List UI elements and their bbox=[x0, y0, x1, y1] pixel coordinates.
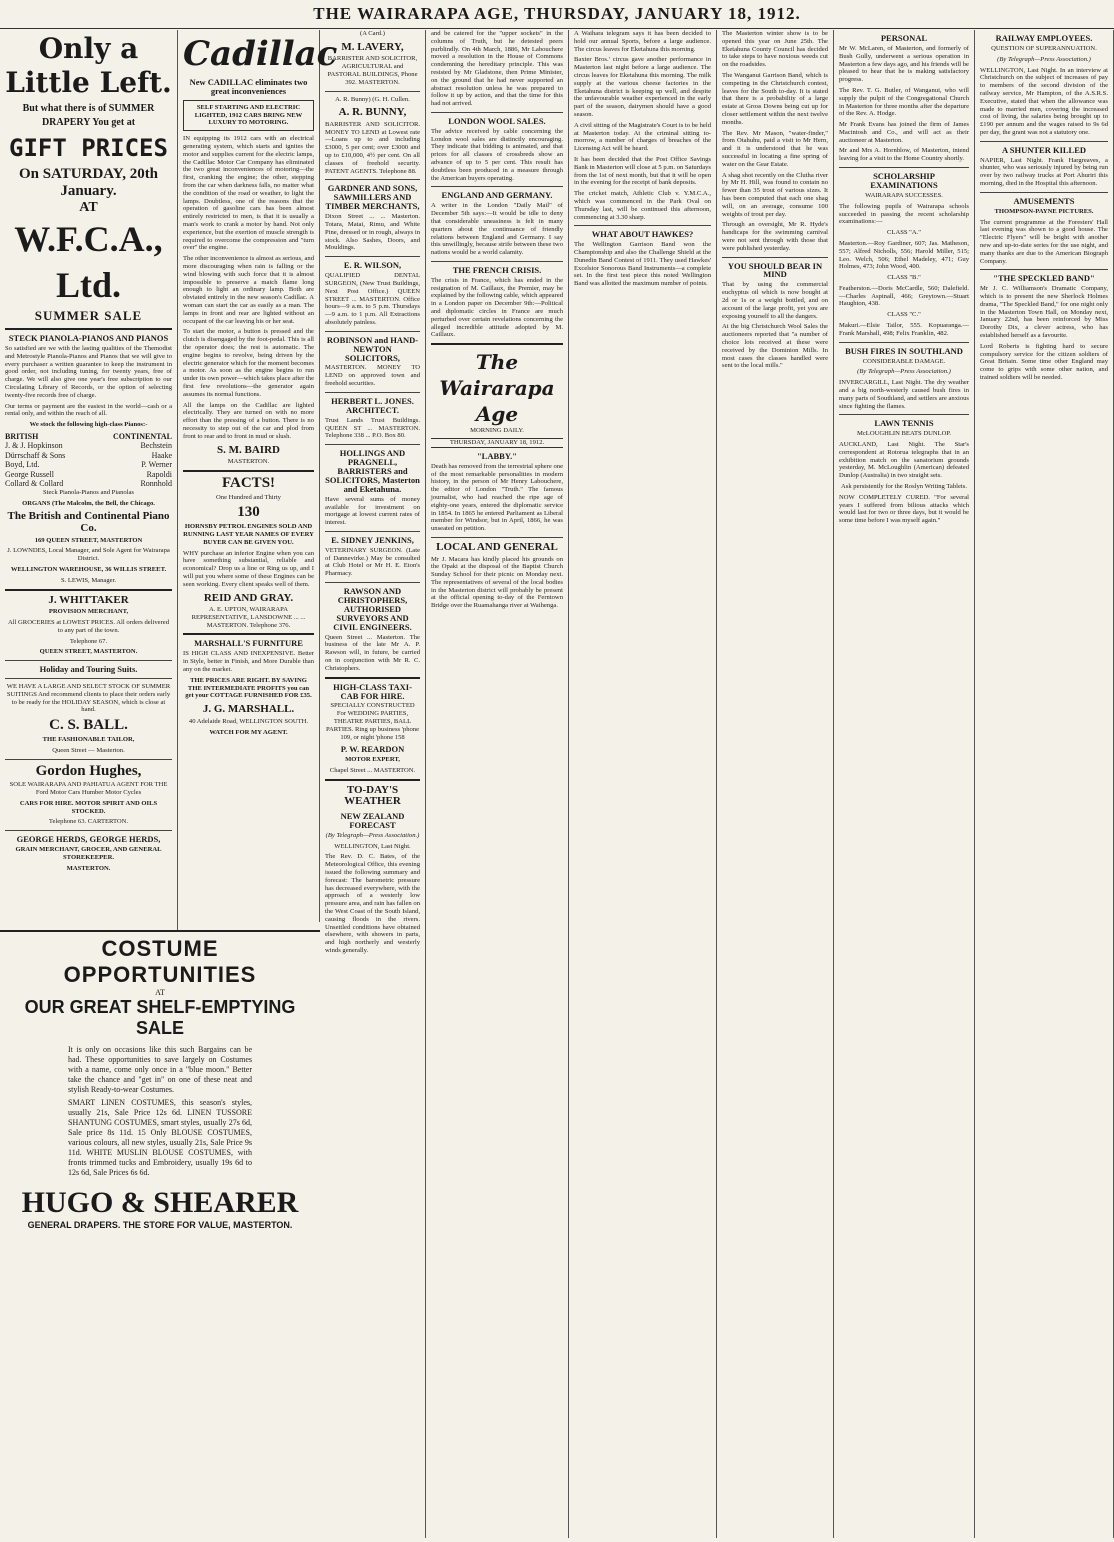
ad-name: J. G. MARSHALL. bbox=[202, 703, 295, 716]
article-headline: "LABBY." bbox=[476, 450, 518, 461]
ad-body: The other inconvenience is almost as serious, and more discouraging when rain is falling or the wind blowing with such force that it is almost impossible to preserve a match flame long enough to light an ordinary lamp. Both are obviated entirely in the new season's Cadillac. A woman can start the car as easily as a man. The lamps in front and rear are lighted without an occupant of the car leaving his or her seat. bbox=[183, 255, 314, 325]
wfca-ad bbox=[5, 32, 172, 324]
ad-name: ROBINSON and HAND-NEWTON SOLICITORS, bbox=[326, 334, 419, 363]
ad-telephone: Telephone 63. CARTERTON. bbox=[48, 818, 129, 826]
article-text: Mr Frank Evans has joined the firm of James Macintosh and Co., and will act as their auctioneer at Masterton. bbox=[839, 121, 969, 144]
ad-cars: CARS FOR HIRE. MOTOR SPIRIT AND OILS STOCKED. bbox=[19, 799, 158, 815]
weather-subheadline: NEW ZEALAND FORECAST bbox=[340, 811, 405, 830]
ad-name: P. W. REARDON bbox=[340, 744, 405, 755]
divider bbox=[431, 343, 563, 345]
article-text: The cricket match, Athletic Club v. Y.M.C.A., which was commenced in the Park Oval on Thursday last, will be continued this afternoon, commencing at 3.30 sharp. bbox=[574, 190, 711, 221]
article-text: NAPIER, Last Night. Frank Hargreaves, a shunter, who was seriously injured by being run over by two railway trucks at Port Ahuriri this morning, died in the Hospital this afternoon. bbox=[980, 156, 1108, 187]
weather-byline: (By Telegraph—Press Association.) bbox=[325, 831, 420, 839]
article-subheadline: McLOUGHLIN BEATS DUNLOP. bbox=[857, 430, 951, 438]
ad-body: Have several sums of money available for investment on mortgage at lowest current rates of interest. bbox=[325, 495, 420, 527]
article-text: Masterton.—Roy Gardiner, 607; Jas. Matheson, 557; Alfred Nicholls, 556; Harold Miller, 515; Leo. Welch, 506; Ethel Madeley, 471; Guy Holmes, 473; John Wood, 400. bbox=[839, 239, 969, 271]
article-headline: "THE SPECKLED BAND" bbox=[993, 273, 1095, 284]
facts-headline: FACTS! bbox=[221, 474, 276, 491]
facts-sub: One Hundred and Thirty bbox=[216, 493, 281, 501]
article-text: A writer in the London "Daily Mail" of December 5th says:—It would be idle to deny that considerable uneasiness is felt in many quarters about the continuance of friendly relations between England and Germany. I say this unwillingly, because strife between these two nations would be a world calamity. bbox=[431, 202, 563, 257]
divider bbox=[980, 269, 1108, 270]
facts-number: 130 bbox=[237, 504, 260, 521]
article-headline: ENGLAND AND GERMANY. bbox=[441, 190, 553, 201]
article-headline: BUSH FIRES IN SOUTHLAND bbox=[845, 345, 963, 356]
cadillac-logo: Cadillac bbox=[183, 34, 338, 74]
facts-body: HORNSBY PETROL ENGINES SOLD AND RUNNING LAST YEAR NAMES OF EVERY BUYER CAN BE GIVEN YOU. bbox=[183, 523, 314, 546]
article-text: The Rev. T. G. Butler, of Wanganui, who will supply the pulpit of the Congregational Church in Masterton for three months after the departure of the Rev. A. Hodge. bbox=[839, 86, 969, 118]
article-text: The current programme at the Foresters' Hall last evening was shown to a good house. The "Electric Flyers" will be bright with another new and up-to-date series for the use night, and many thanks are due to the American Biograph Company. bbox=[980, 218, 1108, 265]
ad-gift-prices: GIFT PRICES bbox=[9, 134, 168, 162]
ad-top: A. R. Bunny) (G. H. Cullen. bbox=[335, 95, 410, 103]
divider bbox=[5, 759, 172, 760]
article-text: Mr J. C. Williamson's Dramatic Company, which is to present the new Sherlock Holmes drama, "The Speckled Band," for one night only in the Masterton Town Hall, on Monday next, January 22nd, has been reinforced by Miss Dorothy Dix, a clever actress, who has established herself as a favourite. bbox=[980, 285, 1108, 339]
article-byline: (By Telegraph—Press Association.) bbox=[997, 55, 1091, 63]
article-headline: LAWN TENNIS bbox=[874, 418, 934, 429]
article-text: Mr and Mrs A. Hornblow, of Masterton, intend leaving for a visit to the Home Country shortly. bbox=[839, 147, 969, 163]
ad-name: REID AND GRAY. bbox=[203, 591, 294, 604]
article-text: The advice received by cable concerning the London wool sales are distinctly encouraging. They indicate that bidding is animated, and that prices for all classes of crossbreds show an advance of up to 5 per cent. This result has doubtless been produced in a measure through the American buyers operating. bbox=[431, 127, 563, 182]
ad-body: Queen Street ... Masterton. The business of the late Mr A. P. Rawson will, in future, be carried on in conjunction with Mr R. C. Christophers. bbox=[325, 633, 420, 672]
divider bbox=[431, 186, 563, 187]
ad-headline: Only a Little Left. bbox=[5, 32, 172, 99]
ad-name: S. M. BAIRD bbox=[217, 443, 280, 456]
article-subheadline: CONSIDERABLE DAMAGE. bbox=[862, 357, 946, 365]
ad-address: 40 Adelaide Road, WELLINGTON SOUTH. bbox=[188, 717, 309, 725]
list-item: Boyd, Ltd. P. Werner bbox=[5, 460, 172, 470]
ad-body: Dixon Street ... ... Masterton. Totara, Matai, Rimu, and White Pine, dressed or in rough, always in stock. Also Sashes, Doors, and Mouldings. bbox=[325, 213, 420, 252]
ad-name: GEORGE HERDS, GEORGE HERDS, bbox=[16, 834, 161, 845]
article-text: Mr J. Macara has kindly placed his grounds on the Opaki at the disposal of the Baptist Church Sunday School for their picnic on Monday next. The representatives of several of the local bodies in the Masterton district will probably be present at the official opening to-day of the Ferntown Bridge over the Ruamahanga river at Waihenga. bbox=[431, 555, 563, 610]
ad-name: A. R. BUNNY, bbox=[338, 106, 407, 119]
article-subheadline: QUESTION OF SUPERANNUATION. bbox=[991, 44, 1097, 52]
article-text: and be catered for the "upper sockets" in the columns of Truth, but he detested peers purblindly. On 4th March, 1886, Mr Labouchere moved a resolution in the House of Commons condemning the hereditary principle. This was resisted by Mr Gladstone, then Prime Minister, on the ground that he had never supported an abstract resolution unless he was prepared to follow it up by action, and that the time for this had not arrived. bbox=[431, 30, 563, 108]
ad-sale-label: SUMMER SALE bbox=[34, 308, 143, 323]
article-headline: YOU SHOULD BEAR IN MIND bbox=[727, 260, 823, 280]
ad-at: AT bbox=[79, 200, 98, 215]
divider bbox=[574, 225, 711, 226]
article-text: Lord Roberts is fighting hard to secure compulsory service for the citizen soldiers of Great Britain. Some time other England may come to grips with some other nation, and trained soldiers will be needed. bbox=[980, 342, 1108, 381]
article-text: The Wellington Garrison Band won the Championship and also the Challenge Shield at the Dunedin Band Contest of 1911. They used Hawkes' Excelsior Sonorous Band Instruments—a complete set. In the first test piece this noted Wellington Band was allotted the maximum number of points. bbox=[574, 241, 711, 288]
article-text: WELLINGTON, Last Night. In an interview at Christchurch on the subject of increases of pay to members of the second division of the railway service, Mr Hampton, of the A.S.R.S. Executive, stated that when the allowance was made to married men, covering the increased cost of living, the salaries being brought up to £190 per annum and the wages raised to 9s 6d per day, the grant was not a statutory one. bbox=[980, 66, 1108, 136]
paper-date: THURSDAY, JANUARY 18, 1912. bbox=[431, 438, 563, 448]
ad-address: Queen Street — Masterton. bbox=[52, 746, 125, 754]
column-3 bbox=[320, 30, 426, 1538]
ad-address: MASTERTON. bbox=[227, 458, 270, 466]
ad-body: SOLE WAIRARAPA AND PAHIATUA AGENT FOR THE Ford Motor Cars Humber Motor Cycles bbox=[9, 781, 168, 797]
list-item: George Russell Rapoldi bbox=[5, 469, 172, 479]
ad-address: 169 QUEEN STREET, MASTERTON bbox=[34, 536, 143, 544]
article-headline: SCHOLARSHIP EXAMINATIONS bbox=[870, 171, 938, 190]
ad-headline: New CADILLAC eliminates two great inconveniences bbox=[189, 77, 308, 96]
column-5 bbox=[569, 30, 717, 1538]
divider bbox=[325, 677, 420, 679]
paper-sub: MORNING DAILY. bbox=[470, 427, 524, 435]
divider bbox=[325, 91, 420, 92]
ad-body: All the lamps on the Cadillac are lighted electrically. They are turned on with no more effort than the pressing of a button. There is no necessity to step out of the car and plod from front to rear and to front in mud or slush. bbox=[183, 401, 314, 440]
ad-organs: ORGANS (The Malcolm, the Bell, the Chicago. bbox=[22, 499, 155, 507]
ad-body: All GROCERIES at LOWEST PRICES. All orders delivered to any part of the town. bbox=[7, 618, 170, 634]
divider bbox=[5, 328, 172, 330]
section-headline: RAILWAY EMPLOYEES. bbox=[995, 33, 1093, 43]
article-headline: LOCAL AND GENERAL bbox=[436, 540, 558, 553]
ad-title: THE FASHIONABLE TAILOR, bbox=[42, 735, 135, 743]
whittaker-ad bbox=[5, 595, 172, 657]
article-headline: THE FRENCH CRISIS. bbox=[452, 264, 542, 275]
ad-body: IS HIGH CLASS AND INEXPENSIVE. Better in Style, better in Finish, and More Durable than any on the market. bbox=[183, 650, 314, 673]
list-item: BRITISH CONTINENTAL bbox=[5, 431, 172, 441]
ad-stock-label: We stock the following high-class Pianos:- bbox=[29, 421, 148, 429]
list-item: Dürrschaff & Sons Haake bbox=[5, 450, 172, 460]
article-subheadline: THOMPSON-PAYNE PICTURES. bbox=[994, 207, 1094, 215]
divider bbox=[431, 261, 563, 262]
article-headline: LONDON WOOL SALES. bbox=[448, 115, 546, 126]
ad-name: C. S. BALL. bbox=[49, 717, 128, 734]
piano-ad bbox=[5, 334, 172, 585]
divider bbox=[183, 633, 314, 635]
ad-address: Chapel Street ... MASTERTON. bbox=[329, 767, 416, 775]
ad-firm: HUGO & SHEARER bbox=[21, 1186, 299, 1219]
column-6 bbox=[717, 30, 834, 1538]
costume-ad bbox=[0, 930, 320, 1538]
divider bbox=[5, 830, 172, 831]
ad-subheadline: OUR GREAT SHELF-EMPTYING SALE bbox=[24, 997, 296, 1038]
ad-steck: Steck Pianola-Pianos and Pianolas bbox=[42, 488, 135, 496]
list-item: J. & J. Hopkinson Bechstein bbox=[5, 441, 172, 451]
hughes-ad bbox=[5, 764, 172, 827]
article-headline: AMUSEMENTS bbox=[1013, 195, 1075, 206]
divider bbox=[183, 470, 314, 472]
ad-sub: MOTOR EXPERT, bbox=[345, 756, 400, 764]
divider bbox=[325, 331, 420, 332]
ad-name: Gordon Hughes, bbox=[35, 762, 142, 779]
ad-subtext: But what there is of SUMMER DRAPERY You get at bbox=[22, 103, 155, 128]
ad-title: GRAIN MERCHANT, GROCER, AND GENERAL STOREKEEPER. bbox=[15, 846, 162, 861]
ad-warehouse: WELLINGTON WAREHOUSE, 36 WILLIS STREET. bbox=[10, 565, 167, 573]
article-text: The Masterton winter show is to be opened this year on June 25th. The Eketahuna County Council has decided to take steps to have noxious weeds cut on the roadsides. bbox=[722, 30, 828, 69]
weather-body: The Rev. D. C. Bates, of the Meteorological Office, this evening issued the following summary and forecast: The barometric pressure has decreased everywhere, with the approach of a westerly low pressure area, and rain has fallen on the West Coast of the South Island, causing floods in the rivers. Unsettled conditions have obtained elsewhere, with showers in parts, and high northerly and westerly winds generally. bbox=[325, 853, 420, 955]
ad-name: HERBERT L. JONES. ARCHITECT. bbox=[331, 395, 414, 415]
divider bbox=[980, 141, 1108, 142]
ad-body: So satisfied are we with the lasting qualities of the Themodist and Metrostyle Pianola-Pianos and Pianos that we will give to every purchaser a written guarantee to keep the instrument in good order, not including tuning, for twenty years, free of charge. We will also give one year's free subscription to our Circulating Library of Records, or the option of selecting twenty-five records free of charge. bbox=[5, 344, 172, 399]
holiday-suits-ad: Holiday and Touring Suits. bbox=[39, 664, 138, 675]
ad-name: HIGH-CLASS TAXI-CAB FOR HIRE. bbox=[333, 681, 412, 701]
ad-body: Trust Lands Trust Buildings. QUEEN ST ... MASTERTON. Telephone 338 ... P.O. Box 80. bbox=[325, 416, 420, 440]
herds-ad bbox=[5, 835, 172, 872]
article-headline: A SHUNTER KILLED bbox=[1001, 144, 1087, 155]
divider bbox=[325, 779, 420, 781]
ad-body: WE HAVE A LARGE AND SELECT STOCK OF SUMMER SUITINGS And recommend clients to place their orders early to be ready for the HOLIDAY SEASON, which is close at hand. bbox=[6, 683, 171, 714]
divider bbox=[839, 342, 969, 343]
ad-name: HOLLINGS AND PRAGNELL, BARRISTERS and SOLICITORS, Masterton and Eketahuna. bbox=[325, 448, 420, 494]
column-2 bbox=[178, 30, 338, 922]
ad-firm-name: W.F.C.A., Ltd. bbox=[14, 219, 163, 305]
ad-agent: WATCH FOR MY AGENT. bbox=[209, 728, 288, 736]
ad-name: GARDNER AND SONS, SAWMILLERS AND TIMBER MERCHANTS, bbox=[325, 183, 420, 212]
article-text: Death has removed from the terrestrial sphere one of the most remarkable personalities in modern history, in the person of Mr Henry Labouchere, the editor of London "Truth." The famous journalist, who had reached the ripe age of eighty-one years, entered the diplomatic service in 1854. In 1865 he entered Parliament as Liberal member for Windsor, but in April, 1866, he was unseated on petition. bbox=[431, 462, 564, 533]
section-headline: PERSONAL bbox=[880, 33, 928, 43]
article-text: Ask persistently for the Roslyn Writing Tablets. bbox=[841, 483, 967, 491]
ad-address: MASTERTON. bbox=[66, 864, 111, 872]
ad-body: BARRISTER AND SOLICITOR. MONEY TO LEND at Lowest rate—Loans up to and including £3000, 5 per cent; over £3000 and up to £10,000, 4½ per cent. On all classes of freehold security. PATENT AGENTS. Telephone 88. bbox=[325, 120, 420, 175]
divider bbox=[325, 582, 420, 583]
divider bbox=[5, 678, 172, 679]
ad-address: QUEEN STREET, MASTERTON. bbox=[39, 648, 138, 656]
ad-name: E. R. WILSON, bbox=[343, 260, 402, 271]
ad-telephone: Telephone 67. bbox=[69, 637, 108, 645]
ad-firm-sub: GENERAL DRAPERS. THE STORE FOR VALUE, MASTERTON. bbox=[27, 1220, 293, 1230]
ad-body: Our terms or payment are the easiest in the world—cash or a rental only, and within the reach of all. bbox=[5, 402, 172, 418]
ad-body: QUALIFIED DENTAL SURGEON, (New Trust Buildings, Next Post Office.) QUEEN STREET ... MASTERTON. Office hours—9 a.m. to 5 p.m. Thursdays—9 a.m. to 1 p.m. All Extractions absolutely painless. bbox=[325, 272, 420, 326]
ad-body: To start the motor, a button is pressed and the clutch is disengaged by the foot-pedal. This is all the operator does; the rest is automatic. The engine begins to revolve, being driven by the electric generator which for the moment becomes a motor. As soon as the engine begins to run under its own power—which takes place after the first few revolutions—the generator again assumes its normal functions. bbox=[183, 328, 314, 398]
ad-title: PROVISION MERCHANT, bbox=[48, 608, 129, 616]
divider bbox=[722, 257, 828, 258]
article-text: Through an oversight, Mr R. Hyde's handicaps for the swimming carnival were not sent through with those that were published yesterday. bbox=[722, 221, 828, 252]
piano-list bbox=[5, 432, 172, 489]
article-text: The following pupils of Wairarapa schools succeeded in passing the recent scholarship examinations:— bbox=[839, 202, 969, 226]
ad-manager: S. LEWIS, Manager. bbox=[60, 576, 117, 584]
article-headline: WHAT ABOUT HAWKES? bbox=[591, 229, 694, 240]
divider bbox=[325, 392, 420, 393]
divider bbox=[5, 589, 172, 591]
article-text: Baxter Bros.' circus gave another performance in Masterton last night before a large audience. The circus leaves for Eketahuna this morning. The milk supply at the various cheese factories in the Eketahuna district is keeping up well, and despite the unfavourable weather experienced in the early part of the season, dairymen should have a good season. bbox=[574, 56, 711, 118]
ball-tailor-ad bbox=[5, 683, 172, 755]
class-label: CLASS "C." bbox=[887, 311, 921, 319]
ad-headline: STECK PIANOLA-PIANOS AND PIANOS bbox=[8, 333, 169, 343]
ad-body: SPECIALLY CONSTRUCTED For WEDDING PARTIES, THEATRE PARTIES, BALL PARTIES. Ring up business 'phone 109, or night 'phone 158 bbox=[325, 702, 420, 741]
article-text: A shag shot recently on the Clutha river by Mr H. Hill, was found to contain no fewer than 35 trout of various sizes. It has been computed that each one shag will, on an average, consume 100 weights of trout per day. bbox=[722, 171, 828, 218]
ad-at: AT bbox=[155, 988, 165, 997]
article-text: The Rev. Mr Mason, "water-finder," from Otahuhu, paid a visit to Mr Hern, and it is understood that he was successful in locating a fine spring of water on the Gear Estate. bbox=[722, 129, 828, 168]
divider bbox=[839, 414, 969, 415]
class-label: CLASS "A." bbox=[887, 229, 921, 237]
column-8 bbox=[975, 30, 1114, 1538]
divider bbox=[325, 256, 420, 257]
article-text: A Waihara telegram says it has been decided to hold our annual Sports, before a large audience. The circus leaves for Eketahuna this morning. bbox=[574, 30, 711, 53]
divider bbox=[5, 660, 172, 661]
ad-body: It is only on occasions like this such Bargains can be had. These opportunities to save largely on Costumes with a name, come only once in a "blue moon." Better take the chance and "get in" on one of these neat and stylish Ready-to-wear Costumes. bbox=[68, 1045, 252, 1094]
divider bbox=[431, 112, 563, 113]
column-7 bbox=[834, 30, 975, 1538]
ad-body: MASTERTON. MONEY TO LEND on approved town and freehold securities. bbox=[325, 364, 420, 388]
ad-body: BARRISTER AND SOLICITOR, AGRICULTURAL and PASTORAL BUILDINGS, Phone 392. MASTERTON. bbox=[327, 55, 418, 86]
ad-headline: COSTUME OPPORTUNITIES bbox=[63, 936, 257, 987]
article-byline: (By Telegraph—Press Association.) bbox=[857, 368, 951, 376]
article-subheadline: WAIRARAPA SUCCESSES. bbox=[865, 191, 943, 199]
article-text: INVERCARGILL, Last Night. The dry weather and a big north-westerly caused bush fires in many parts of Southland, and settlers are anxious since fighting the flames. bbox=[839, 379, 969, 410]
weather-headline: TO-DAY'S WEATHER bbox=[344, 783, 401, 808]
divider bbox=[431, 537, 563, 538]
newspaper-masthead: THE WAIRARAPA AGE, THURSDAY, JANUARY 18, 1912. bbox=[0, 0, 1114, 29]
article-text: AUCKLAND, Last Night. The Star's correspondent at Rotorua telegraphs that in an exhibition match on the sanatorium grounds yesterday, M. McLoughlin (American) defeated Dunlop (Australia) in two straight sets. bbox=[839, 441, 969, 480]
ad-items: SMART LINEN COSTUMES, this season's styles, usually 21s, Sale Price 12s 6d. LINEN TUSSORE SHANTUNG COSTUMES, smart styles, usually 27s 6d, Sale price 8s 11d. 15 Only BLOUSE COSTUMES, various colours, all new styles, usually 21s, Sale Price 9s 11d. WHITE MUSLIN BLOUSE COSTUMES, with fronts trimmed tucks and Embroidery, usually 19s 6d to 12s 6d, Sale Prices 6s 6d. bbox=[68, 1098, 252, 1177]
facts-why: WHY purchase an inferior Engine when you can have something substantial, reliable and economical? Drop us a line or Ring us up, and I will put you where some of these Engines can be seen working. Every client speaks well of them. bbox=[183, 549, 314, 588]
article-text: The crisis in France, which has ended in the resignation of M. Caillaux, the Premier, may be explained by the following cable, which appeared in a London paper on December 9th:—Political and diplomatic circles in France are much perturbed over certain revelations concerning the alleged incredible attitude adopted by M. Caillaux. bbox=[431, 276, 563, 339]
article-text: The Wanganui Garrison Band, which is competing in the Christchurch contest, leaves for the South to-day. It is stated that there is a probability of a large estate at Gross Downs being cut up for closer settlement within the next twelve months. bbox=[722, 71, 828, 126]
divider bbox=[980, 192, 1108, 193]
ad-name: J. WHITTAKER bbox=[48, 593, 129, 606]
ad-date: On SATURDAY, 20th January. bbox=[18, 166, 159, 199]
ad-name: RAWSON AND CHRISTOPHERS, AUTHORISED SURVEYORS AND CIVIL ENGINEERS. bbox=[333, 586, 412, 632]
ad-company: The British and Continental Piano Co. bbox=[7, 510, 170, 535]
divider bbox=[325, 531, 420, 532]
ad-manager: J. LOWNDES, Local Manager, and Sole Agent for Wairarapa District. bbox=[7, 547, 170, 563]
article-text: NOW COMPLETELY CURED. "For several years I suffered from bilious attacks which would last for two or three days, but it would be some time before I was myself again." bbox=[839, 493, 969, 525]
class-label: CLASS "B." bbox=[887, 274, 921, 282]
ad-headline: MARSHALL'S FURNITURE bbox=[194, 638, 303, 649]
ad-name: M. LAVERY, bbox=[341, 40, 404, 53]
paper-title: The Wairarapa Age bbox=[439, 350, 555, 427]
ad-box: SELF STARTING AND ELECTRIC LIGHTED, 1912 CARS BRING NEW LUXURY TO MOTORING. bbox=[183, 100, 314, 131]
article-text: A civil sitting of the Magistrate's Court is to be held at Masterton today. At the criminal sitting to-morrow, a number of charges of breaches of the Licensing Act will be heard. bbox=[574, 121, 711, 153]
article-text: At the big Christchurch Wool Sales the auctioneers reported that "a number of choice lots received at these were received by the Dominion Mills. In most cases the classes handled were sent to the local mills." bbox=[722, 323, 828, 370]
article-text: Makuri.—Elsie Tailor, 555. Kopuaranga.—Frank Marshall, 498; Felix Franklin, 482. bbox=[839, 322, 969, 337]
list-item: Collard & Collard Ronnhold bbox=[5, 479, 172, 489]
article-text: It has been decided that the Post Office Savings Bank in Masterton will close at 5 p.m. on Saturdays from the 1st of next month, but that it will be open in the evening for the receipt of bank deposits. bbox=[574, 155, 711, 187]
ad-body: IN equipping its 1912 cars with an electrical generating system, which starts and ignites the motor and supplies current for the electric lamps, the Cadillac Motor Car Company has eliminated the two great inconveniences of motoring—the first, cranking the engine; the other, stepping from the car when darkness falls, no matter what the condition of the road or weather, to light the lamps. Doubtless, one of the reasons that the operation of gasoline cars has been almost entirely restricted to men, is that it is usually a man's work to crank a motor by hand. Not only experience, but the exertion of muscle strength is required to overcome the compression and "turn over" the engine. bbox=[183, 135, 314, 252]
divider bbox=[839, 167, 969, 168]
article-text: Mr W. McLaren, of Masterton, and formerly of Bush Gully, underwent a serious operation in Masterton a few days ago, and his friends will be pleased to hear that he is making satisfactory progress. bbox=[839, 44, 969, 84]
ad-agent: A. E. UPTON, WAIRARAPA REPRESENTATIVE, LANSDOWNE ... ... MASTERTON. Telephone 376. bbox=[191, 606, 306, 629]
ad-name: E. SIDNEY JENKINS, bbox=[331, 534, 414, 545]
article-text: That by using the commercial euchyptus oil which is now bought at 2d or 1s or a weight bottled, and on account of the large profit, yet you are exposing yourself to all the dangers. bbox=[722, 281, 828, 320]
ad-prices: THE PRICES ARE RIGHT. BY SAVING THE INTERMEDIATE PROFITS you can get your COTTAGE FURNISHED FOR £35. bbox=[185, 676, 312, 700]
ad-body: VETERINARY SURGEON. (Late of Dannevirke.) May be consulted at Club Hotel or Mr H. E. Eton's Pharmacy. bbox=[325, 546, 420, 578]
column-4 bbox=[426, 30, 569, 1538]
divider bbox=[325, 179, 420, 180]
card-label: (A Card.) bbox=[360, 30, 385, 37]
article-text: Featherston.—Doris McCardle, 560; Dalefield.—Charles Aspinall, 466; Greytown.—Stuart Haughton, 438. bbox=[839, 284, 969, 308]
divider bbox=[325, 444, 420, 445]
weather-dateline: WELLINGTON, Last Night. bbox=[334, 842, 411, 850]
